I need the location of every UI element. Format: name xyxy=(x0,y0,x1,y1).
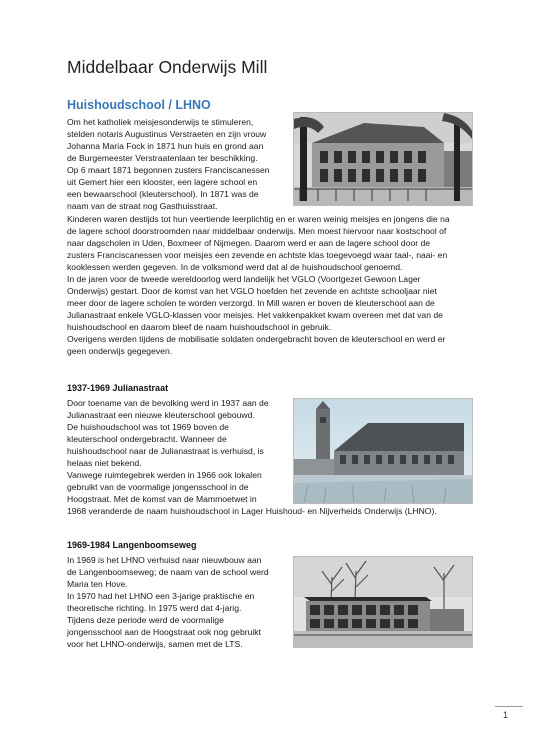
paragraph-line: 1968 veranderde de naam huishoudschool in Lager Huishoud- en Nijverheids Onderwijs (LHNO). xyxy=(67,506,437,516)
photo-kleuterschool-julianastraat xyxy=(293,398,473,504)
page-title: Middelbaar Onderwijs Mill xyxy=(67,57,268,77)
paragraph-line: huishoudschool en daarom bleef de naam huishoudschool in gebruik. xyxy=(67,322,332,332)
paragraph-line: kooklessen werden gegeven. In de volksmond werd dat al de huishoudschool genoemd. xyxy=(67,262,403,272)
paragraph-line: kleuterschool ondergebracht. Wanneer de xyxy=(67,434,227,444)
page-number: 1 xyxy=(503,710,509,720)
paragraph-line: gebruikt van de voormalige jongensschool in de xyxy=(67,482,249,492)
paragraph-line: Op 6 maart 1871 begonnen zusters Franciscanessen xyxy=(67,165,270,175)
paragraph-line: stelden notaris Augustinus Verstraeten en zijn vrouw xyxy=(67,129,267,139)
footer-rule xyxy=(495,706,523,707)
paragraph-line: Tijdens deze periode werd de voormalige xyxy=(67,615,224,625)
paragraph-line: Hoogstraat. Met de komst van de Mammoetwet in xyxy=(67,494,257,504)
paragraph-line: De huishoudschool was tot 1969 boven de xyxy=(67,422,229,432)
paragraph-line: In 1970 had het LHNO een 3-jarige praktische en xyxy=(67,591,255,601)
paragraph-line: de lagere school doorstroomden naar middelbaar onderwijs. Men moest hiervoor naar kostschool of xyxy=(67,226,447,236)
paragraph-line: helaas niet bekend. xyxy=(67,458,142,468)
paragraph-line: huishoudschool naar de Julianastraat is verhuisd, is xyxy=(67,446,264,456)
paragraph-line: Vanwege ruimtegebrek werden in 1966 ook lokalen xyxy=(67,470,262,480)
paragraph-line: een bewaarschool (kleuterschool). In 1871 was de xyxy=(67,189,259,199)
paragraph-line: In 1969 is het LHNO verhuisd naar nieuwbouw aan xyxy=(67,555,262,565)
paragraph-line: In de jaren voor de tweede wereldoorlog werd landelijk het VGLO (Voortgezet Gewoon Lager xyxy=(67,274,421,284)
paragraph-line: naam van de straat nog Gasthuisstraat. xyxy=(67,201,218,211)
paragraph-line: jongensschool aan de Hoogstraat ook nog gebruikt xyxy=(67,627,261,637)
paragraph-line: Door toename van de bevolking werd in 1937 aan de xyxy=(67,398,269,408)
photo-maria-ten-hove-building xyxy=(293,556,473,648)
section-heading-langenboomseweg: 1969-1984 Langenboomseweg xyxy=(67,540,197,550)
paragraph-line: Onderwijs) gestart. Door de komst van het VGLO hoefden het zevende en achtste schooljaar niet xyxy=(67,286,437,296)
paragraph-line: de Burgemeester Verstraatenlaan ter beschikking. xyxy=(67,153,258,163)
paragraph-line: naar dagscholen in Uden, Boxmeer of Nijmegen. Daarom werd er aan de lagere school door de xyxy=(67,238,431,248)
paragraph-line: theoretische richting. In 1975 werd dat 4-jarig. xyxy=(67,603,242,613)
paragraph-line: uit Gemert hier een klooster, een lagere school en xyxy=(67,177,258,187)
paragraph-line: Maria ten Hove. xyxy=(67,579,128,589)
paragraph-line: meer door de lagere scholen te worden verzorgd. In Mill waren er boven de kleuterschool aan de xyxy=(67,298,435,308)
paragraph-line: Om het katholiek meisjesonderwijs te stimuleren, xyxy=(67,117,254,127)
photo-old-school-building xyxy=(293,112,473,206)
paragraph-line: Kinderen waren destijds tot hun veertiende leerplichtig en er waren weinig meisjes en jongens die na xyxy=(67,214,450,224)
paragraph-line: Overigens werden tijdens de mobilisatie soldaten ondergebracht boven de kleuterschool en werd er xyxy=(67,334,446,344)
paragraph-line: de Langenboomseweg; de naam van de school werd xyxy=(67,567,269,577)
paragraph-line: Julianastraat enkele VGLO-klassen voor meisjes. Het vakkenpakket kwam overeen met dat van de xyxy=(67,310,443,320)
section-heading-julianastraat: 1937-1969 Julianastraat xyxy=(67,383,169,393)
paragraph-line: Julianastraat een nieuwe kleuterschool gebouwd. xyxy=(67,410,255,420)
section-heading-huishoudschool: Huishoudschool / LHNO xyxy=(67,98,211,112)
paragraph-line: voor het LHNO-onderwijs, samen met de LTS. xyxy=(67,639,243,649)
paragraph-line: zusters Franciscanessen voor meisjes een zevende en achtste klas toegevoegd waar taal-, naai- en xyxy=(67,250,448,260)
paragraph-line: geen onderwijs gegegeven. xyxy=(67,346,173,356)
paragraph-line: Johanna Maria Fock in 1871 hun huis en grond aan xyxy=(67,141,264,151)
